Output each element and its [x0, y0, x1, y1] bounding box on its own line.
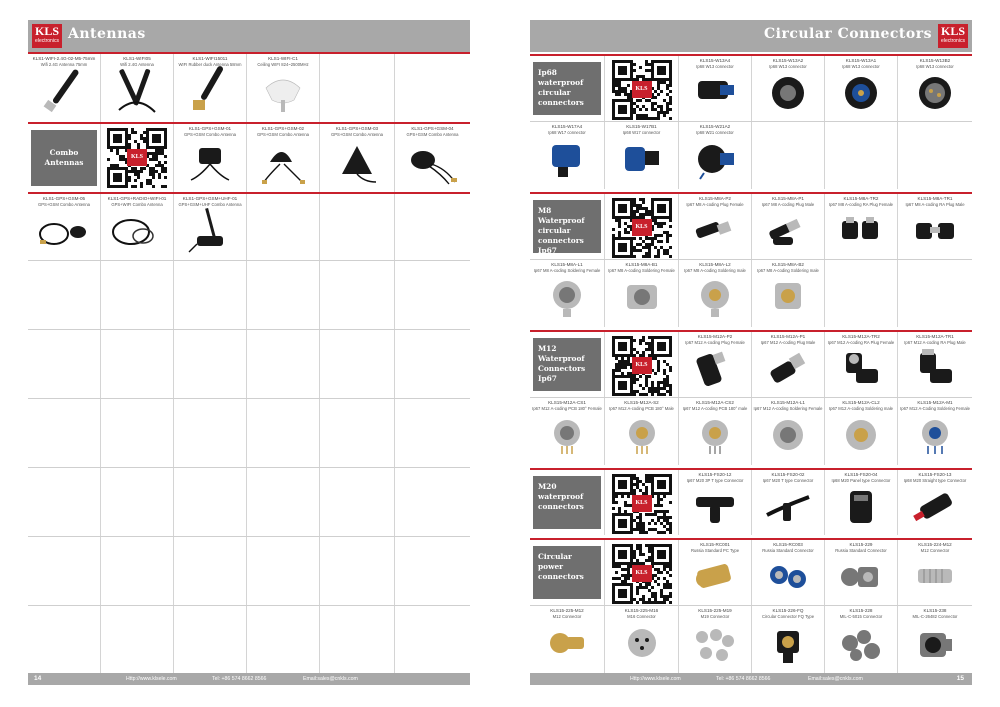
connector-image	[542, 137, 592, 183]
kls-logo: KLS electronics	[938, 24, 968, 48]
footer-phone: Tel: +86 574 8662 8566	[716, 676, 771, 682]
connector-image	[617, 275, 667, 321]
connector-image	[910, 71, 960, 115]
product-cell[interactable]: KLS15-W17A4 Ip68 W17 connector	[530, 122, 605, 189]
product-cell[interactable]: KLS15-M12A-TR2 Ip67 M12 A-coding RA Plug Female	[825, 332, 898, 397]
connector-image	[836, 415, 886, 459]
empty-row	[28, 329, 470, 398]
connector-image	[690, 347, 740, 391]
wifi-antenna-image	[109, 64, 165, 116]
connector-image	[910, 415, 960, 459]
product-cell[interactable]: KLS1-GPS+GSM-05 GPS+GSM Combo Antenna	[28, 194, 101, 260]
product-cell[interactable]: KLS1-GPS+GSM-04 GPS+GSM Combo Antenna	[395, 124, 470, 192]
wifi-antenna-image	[39, 64, 89, 116]
product-cell[interactable]: KLS15-M8A-L2 Ip67 M8 A-coding Soldering male	[679, 260, 752, 327]
connector-image	[690, 71, 740, 115]
product-row	[530, 192, 972, 259]
product-row	[530, 468, 972, 535]
connector-image	[763, 275, 813, 321]
product-cell[interactable]: KLS15-M8A-TR2 Ip67 M8 A-coding RA Plug Female	[825, 194, 898, 259]
qr-code: KLS	[612, 60, 672, 120]
category-label: Ip68 waterproof circular connectors	[533, 62, 601, 115]
qr-code-cell	[605, 194, 679, 259]
product-cell[interactable]: KLS15-M12A-CS2 Ip67 M12 A-coding PCB 180° male	[679, 398, 752, 465]
connector-image	[836, 623, 886, 667]
category-label-cell	[28, 124, 101, 192]
connector-image	[910, 555, 960, 599]
connector-image	[690, 623, 740, 667]
category-label: M8 Waterproof circular connectors Ip67	[533, 200, 601, 253]
product-cell[interactable]: KLS1-GPS+RADIO+WIFI-01 GPS+WIFI Combo Antenna	[101, 194, 174, 260]
product-cell[interactable]: KLS15-W13A2 Ip68 W13 connector	[752, 56, 825, 121]
connector-image	[763, 623, 813, 667]
connector-image	[617, 415, 667, 459]
page-footer	[530, 673, 972, 685]
category-label-cell	[530, 470, 605, 535]
product-cell[interactable]: KLS15-229 Russia Standard Connector	[825, 540, 898, 605]
connector-image	[910, 209, 960, 253]
product-cell[interactable]: KLS15-M8A-P2 Ip67 M8 A-coding Plug Female	[679, 194, 752, 259]
product-row	[28, 122, 470, 192]
category-label-cell	[530, 194, 605, 259]
qr-code: KLS	[612, 474, 672, 534]
category-label-cell	[530, 540, 605, 605]
product-cell[interactable]: KLS1-GPS+GSM-02 GPS+GSM Combo Antenna	[247, 124, 320, 192]
product-cell[interactable]: KLS15-RC003 Russia Standard Connector	[752, 540, 825, 605]
puck-antenna-image	[332, 140, 382, 186]
qr-code-cell	[605, 332, 679, 397]
footer-phone: Tel: +86 574 8662 8566	[212, 676, 267, 682]
product-cell[interactable]: KLS15-RC001 Russia Standard PC Type	[679, 540, 752, 605]
connector-image	[763, 485, 813, 529]
connector-image	[836, 209, 886, 253]
left-page	[28, 20, 470, 685]
page-footer	[28, 673, 470, 685]
empty-row	[28, 398, 470, 467]
page-number: 14	[34, 675, 42, 682]
empty-row	[28, 536, 470, 605]
product-cell[interactable]: KLS15-FS20-12 Ip67 M20 3P T type Connector	[679, 470, 752, 535]
category-label: M12 Waterproof Connectors Ip67	[533, 338, 601, 391]
product-row	[28, 192, 470, 260]
product-cell[interactable]: KLS15-225-M19 M19 Connector	[679, 606, 752, 673]
connector-image	[690, 415, 740, 459]
product-cell[interactable]: KLS15-M12A-TR1 Ip67 M12 A-coding RA Plug Male	[898, 332, 972, 397]
page-title: Circular Connectors	[763, 26, 932, 42]
connector-image	[763, 71, 813, 115]
right-header	[530, 20, 972, 52]
empty-row	[28, 605, 470, 673]
product-row	[530, 121, 972, 189]
product-cell[interactable]: KLS15-M8A-B1 Ip67 M8 A-coding Soldering Female	[605, 260, 679, 327]
qr-code: KLS	[612, 544, 672, 604]
combo-antenna-image	[107, 210, 167, 254]
product-cell[interactable]: KLS15-W13A1 Ip68 W13 connector	[825, 56, 898, 121]
empty-row	[28, 260, 470, 329]
product-cell[interactable]: KLS15-M8A-TR1 Ip67 M8 A-coding RA Plug Male	[898, 194, 972, 259]
right-page	[530, 20, 972, 685]
product-cell[interactable]: KLS15-FS20-13 Ip68 M20 Straight type Connector	[898, 470, 972, 535]
product-cell[interactable]: KLS1-GPS+GSM-03 GPS+GSM Combo Antenna	[320, 124, 395, 192]
connector-image	[910, 485, 960, 529]
qr-code-cell	[605, 540, 679, 605]
footer-email[interactable]: Email:sales@cnkls.com	[808, 676, 863, 682]
connector-image	[836, 71, 886, 115]
rubber-duck-antenna-image	[185, 64, 235, 116]
connector-image	[836, 555, 886, 599]
connector-image	[836, 347, 886, 391]
connector-image	[763, 347, 813, 391]
product-cell[interactable]: KLS15-225-M16 M16 Connector	[605, 606, 679, 673]
product-cell[interactable]: KLS15-W21A2 Ip68 W21 connector	[679, 122, 752, 189]
product-cell[interactable]: KLS1-GPS+GSM-01 GPS+GSM Combo Antenna	[174, 124, 247, 192]
empty-cell	[247, 194, 320, 260]
left-header	[28, 20, 470, 52]
category-label: M20 waterproof connectors	[533, 476, 601, 529]
qr-code: KLS	[612, 336, 672, 396]
combo-antenna-image	[34, 210, 94, 254]
connector-image	[763, 209, 813, 253]
product-cell[interactable]: KLS1-WIFI15011 WIFI Rubber duck Antenna 58mm	[174, 54, 247, 122]
footer-website[interactable]: Http://www.klsele.com	[630, 676, 681, 682]
empty-row	[28, 467, 470, 536]
connector-image	[836, 485, 886, 529]
product-cell[interactable]: KLS15-M12A-CS1 Ip67 M12 A-coding PCB 180° Female	[530, 398, 605, 465]
product-cell[interactable]: KLS15-228 MIL-C-5015 Connector	[825, 606, 898, 673]
page-number: 15	[956, 675, 964, 682]
product-cell[interactable]: KLS15-M8A-P1 Ip67 M8 A-coding Plug Male	[752, 194, 825, 259]
category-label-cell	[530, 56, 605, 121]
footer-website[interactable]: Http://www.klsele.com	[126, 676, 177, 682]
category-label: Combo Antennas	[31, 130, 97, 186]
category-label-cell	[530, 332, 605, 397]
connector-image	[617, 623, 667, 667]
connector-image	[617, 137, 667, 183]
product-cell[interactable]: KLS15-M8A-B2 Ip67 M8 A-coding Soldering male	[752, 260, 825, 327]
product-row	[530, 330, 972, 397]
product-row	[28, 52, 470, 122]
qr-code-cell	[101, 124, 174, 192]
empty-cell	[395, 54, 470, 122]
qr-code-cell	[605, 470, 679, 535]
product-row	[530, 54, 972, 121]
product-row	[530, 259, 972, 327]
connector-image	[763, 415, 813, 459]
empty-cell	[320, 54, 395, 122]
product-row	[530, 605, 972, 673]
connector-image	[690, 555, 740, 599]
ceiling-antenna-image	[258, 70, 308, 116]
connector-image	[910, 347, 960, 391]
product-row	[530, 538, 972, 605]
connector-image	[763, 555, 813, 599]
combo-antenna-image	[185, 140, 235, 186]
product-cell[interactable]: KLS15-238 MIL-C-26482 Connector	[898, 606, 972, 673]
product-cell[interactable]: KLS15-M12A-CL2 Ip67 M12 A-coding Soldering male	[825, 398, 898, 465]
product-cell[interactable]: KLS15-FS20-02 Ip67 M20 T type Connector	[752, 470, 825, 535]
product-cell[interactable]: KLS15-M12A-S2 Ip67 M12 A-coding PCB 180° Male	[605, 398, 679, 465]
connector-image	[542, 623, 592, 667]
product-cell[interactable]: KLS15-226-FQ Circular Connector FQ Type	[752, 606, 825, 673]
product-cell[interactable]: KLS15-FS20-04 Ip68 M20 Panel type Connector	[825, 470, 898, 535]
product-cell[interactable]: KLS15-224-M12 M12 Connector	[898, 540, 972, 605]
product-cell[interactable]: KLS15-225-M12 M12 Connector	[530, 606, 605, 673]
shark-fin-antenna-image	[258, 138, 308, 186]
product-cell[interactable]: KLS1-WIFI-2.4G-02-M5-75mm Wifi 2.4G Antenna 75mm	[28, 54, 101, 122]
product-cell[interactable]: KLS15-M8A-L1 Ip67 M8 A-coding Soldering Female	[530, 260, 605, 327]
product-cell[interactable]: KLS15-W13A4 Ip68 W13 connector	[679, 56, 752, 121]
puck-antenna-image	[405, 142, 461, 186]
qr-code: KLS	[107, 128, 167, 188]
connector-image	[542, 415, 592, 459]
qr-code: KLS	[612, 198, 672, 258]
category-label: Circular power connectors	[533, 546, 601, 599]
product-cell[interactable]: KLS15-M12A-L1 Ip67 M12 A-coding Soldering Female	[752, 398, 825, 465]
product-cell[interactable]: KLS15-M12A-P2 Ip67 M12 A-coding Plug Female	[679, 332, 752, 397]
connector-image	[542, 275, 592, 321]
product-cell[interactable]: KLS1-GPS+GSM+UHF-01 GPS+GSM+UHF Combo Antenna	[174, 194, 247, 260]
qr-code-cell	[605, 56, 679, 121]
product-row	[530, 397, 972, 465]
product-cell[interactable]: KLS15-M12A-M1 Ip67 M12 A-Coding Soldering Female	[898, 398, 972, 465]
empty-cell	[320, 194, 395, 260]
page-title: Antennas	[68, 26, 146, 42]
connector-image	[690, 137, 740, 183]
kls-logo: KLS electronics	[32, 24, 62, 48]
connector-image	[690, 275, 740, 321]
product-cell[interactable]: KLS15-W13B2 Ip68 W13 connector	[898, 56, 972, 121]
product-cell[interactable]: KLS15-W17B1 Ip68 W17 connector	[605, 122, 679, 189]
empty-cell	[395, 194, 470, 260]
product-cell[interactable]: KLS1-WIFI-C1 Ceiling WIFI 824~2500MHz	[247, 54, 320, 122]
connector-image	[690, 209, 740, 253]
connector-image	[910, 623, 960, 667]
product-cell[interactable]: KLS1-WIFI05 Wifi 2.4G Antenna	[101, 54, 174, 122]
product-cell[interactable]: KLS15-M12A-P1 Ip67 M12 A-coding Plug Male	[752, 332, 825, 397]
connector-image	[690, 485, 740, 529]
combo-antenna-image	[185, 206, 235, 254]
footer-email[interactable]: Email:sales@cnkls.com	[303, 676, 358, 682]
